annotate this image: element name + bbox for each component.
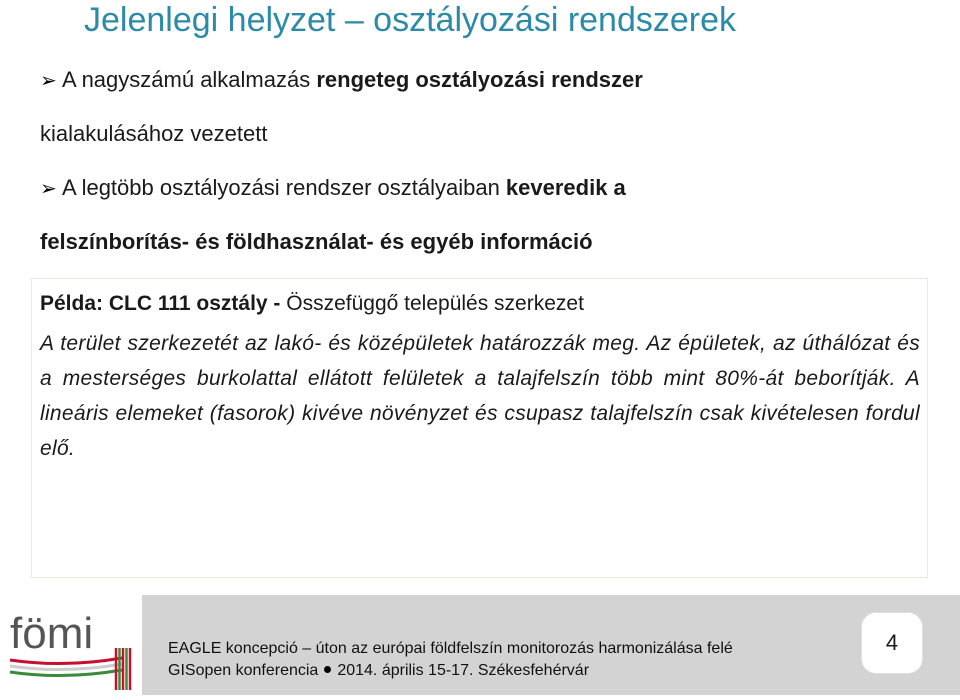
bullet-2-line-1 xyxy=(40,174,626,203)
logo-text: fömi xyxy=(10,609,94,658)
bullet-1-bold: rengeteg osztályozási rendszer xyxy=(316,67,643,92)
bullet-1-line-1 xyxy=(40,66,643,95)
bullet-1-line-2: kialakulásához vezetett xyxy=(40,121,268,146)
footer-line-1: EAGLE koncepció – úton az európai földfelszín monitorozás harmonizálása felé xyxy=(168,640,733,657)
fomi-logo-graphic xyxy=(4,598,139,695)
slide-title: Jelenlegi helyzet – osztályozási rendszerek xyxy=(84,1,737,39)
bullet-2-line-2 xyxy=(40,228,593,256)
bullet-dot-icon xyxy=(324,666,331,673)
arrow-bullet-icon: ➢ xyxy=(40,178,57,200)
bullet-1-text: A nagyszámú alkalmazás xyxy=(62,67,317,92)
bullet-2-text: A legtöbb osztályozási rendszer osztályaiban xyxy=(62,175,506,200)
example-heading xyxy=(40,290,584,318)
bullet-2-bold: keveredik a xyxy=(505,175,626,200)
example-paragraph: A terület szerkezetét az lakó- és középületek határozzák meg. Az épületek, az úthálózat és a mesterséges burkolattal ellátott felületek a talajfelszín több mint 80%-át beborítják. A lineáris elemeket (fasorok) kivéve növényzet és csupasz talajfelszín csak kivételesen fordul elő. xyxy=(40,332,920,460)
fomi-logo xyxy=(4,598,139,695)
page-number: 4 xyxy=(862,613,922,673)
footer-date-place: 2014. április 15-17. Székesfehérvár xyxy=(337,662,590,679)
example-name: Összefüggő település szerkezet xyxy=(286,292,584,315)
footer-line-2 xyxy=(168,662,589,680)
arrow-bullet-icon: ➢ xyxy=(40,70,57,92)
example-label: Példa: CLC 111 osztály - xyxy=(40,292,287,315)
bullet-2-bold-line-2: felszínborítás- és földhasználat- és egyéb információ xyxy=(40,229,593,254)
footer-conference: GISopen konferencia xyxy=(168,662,319,679)
